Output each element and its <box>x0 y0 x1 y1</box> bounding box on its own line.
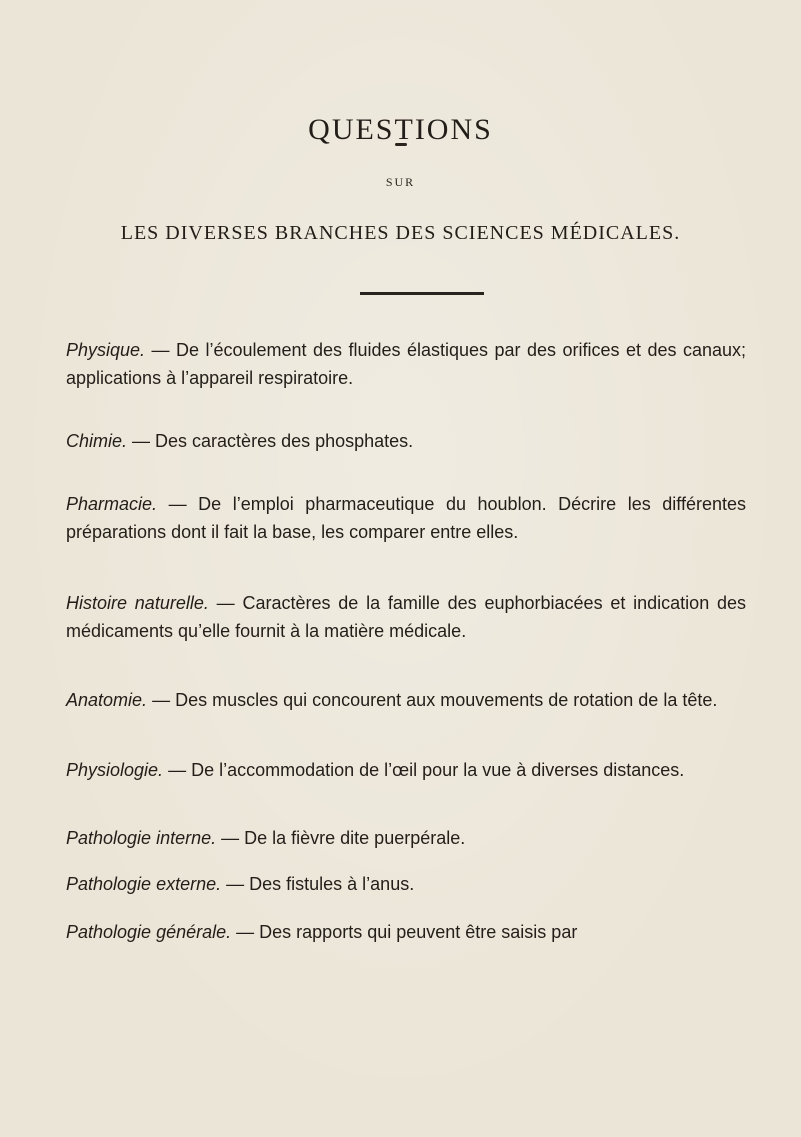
page-title <box>0 113 801 146</box>
section-divider <box>360 292 484 295</box>
question-subject: Pathologie générale. <box>66 922 232 942</box>
question-histoire-naturelle <box>66 589 746 645</box>
question-physique <box>66 336 746 392</box>
question-text: — De l’emploi pharmaceutique du houblon. Décrire les différentes préparations dont il fait la base, les comparer entre elles. <box>66 494 746 542</box>
question-subject: Physiologie. <box>66 760 164 780</box>
question-text: — De l’accommodation de l’œil pour la vue à diverses distances. <box>168 760 685 780</box>
question-pathologie-interne <box>66 824 746 852</box>
question-text: — De l’écoulement des fluides élastiques par des orifices et des canaux; applications à l’appareil respiratoire. <box>66 340 746 388</box>
question-anatomie <box>66 686 746 714</box>
question-subject: Pharmacie. <box>66 494 158 514</box>
question-text: — Des fistules à l’anus. <box>226 874 415 894</box>
question-physiologie <box>66 756 746 784</box>
question-text: — Des caractères des phosphates. <box>132 431 414 451</box>
page-subheading-sur: SUR <box>385 175 416 189</box>
question-subject: Chimie. <box>66 431 128 451</box>
question-text: — De la fièvre dite puerpérale. <box>221 828 466 848</box>
question-subject: Physique. <box>66 340 146 360</box>
question-subject: Histoire naturelle. <box>66 593 209 613</box>
question-text: — Caractères de la famille des euphorbiacées et indication des médicaments qu’elle fournit à la matière médicale. <box>66 593 747 641</box>
question-pharmacie <box>66 490 746 546</box>
page-title-text: QUESTIONS <box>308 113 493 146</box>
question-subject: Pathologie interne. <box>66 828 217 848</box>
question-text: — Des rapports qui peuvent être saisis par <box>236 922 578 942</box>
question-text: — Des muscles qui concourent aux mouvements de rotation de la tête. <box>152 690 718 710</box>
question-subject: Pathologie externe. <box>66 874 222 894</box>
page-subtitle: LES DIVERSES BRANCHES DES SCIENCES MÉDICALES. <box>120 222 681 244</box>
question-pathologie-externe <box>66 870 746 898</box>
question-chimie <box>66 427 746 455</box>
question-pathologie-generale <box>66 918 746 946</box>
question-subject: Anatomie. <box>66 690 148 710</box>
